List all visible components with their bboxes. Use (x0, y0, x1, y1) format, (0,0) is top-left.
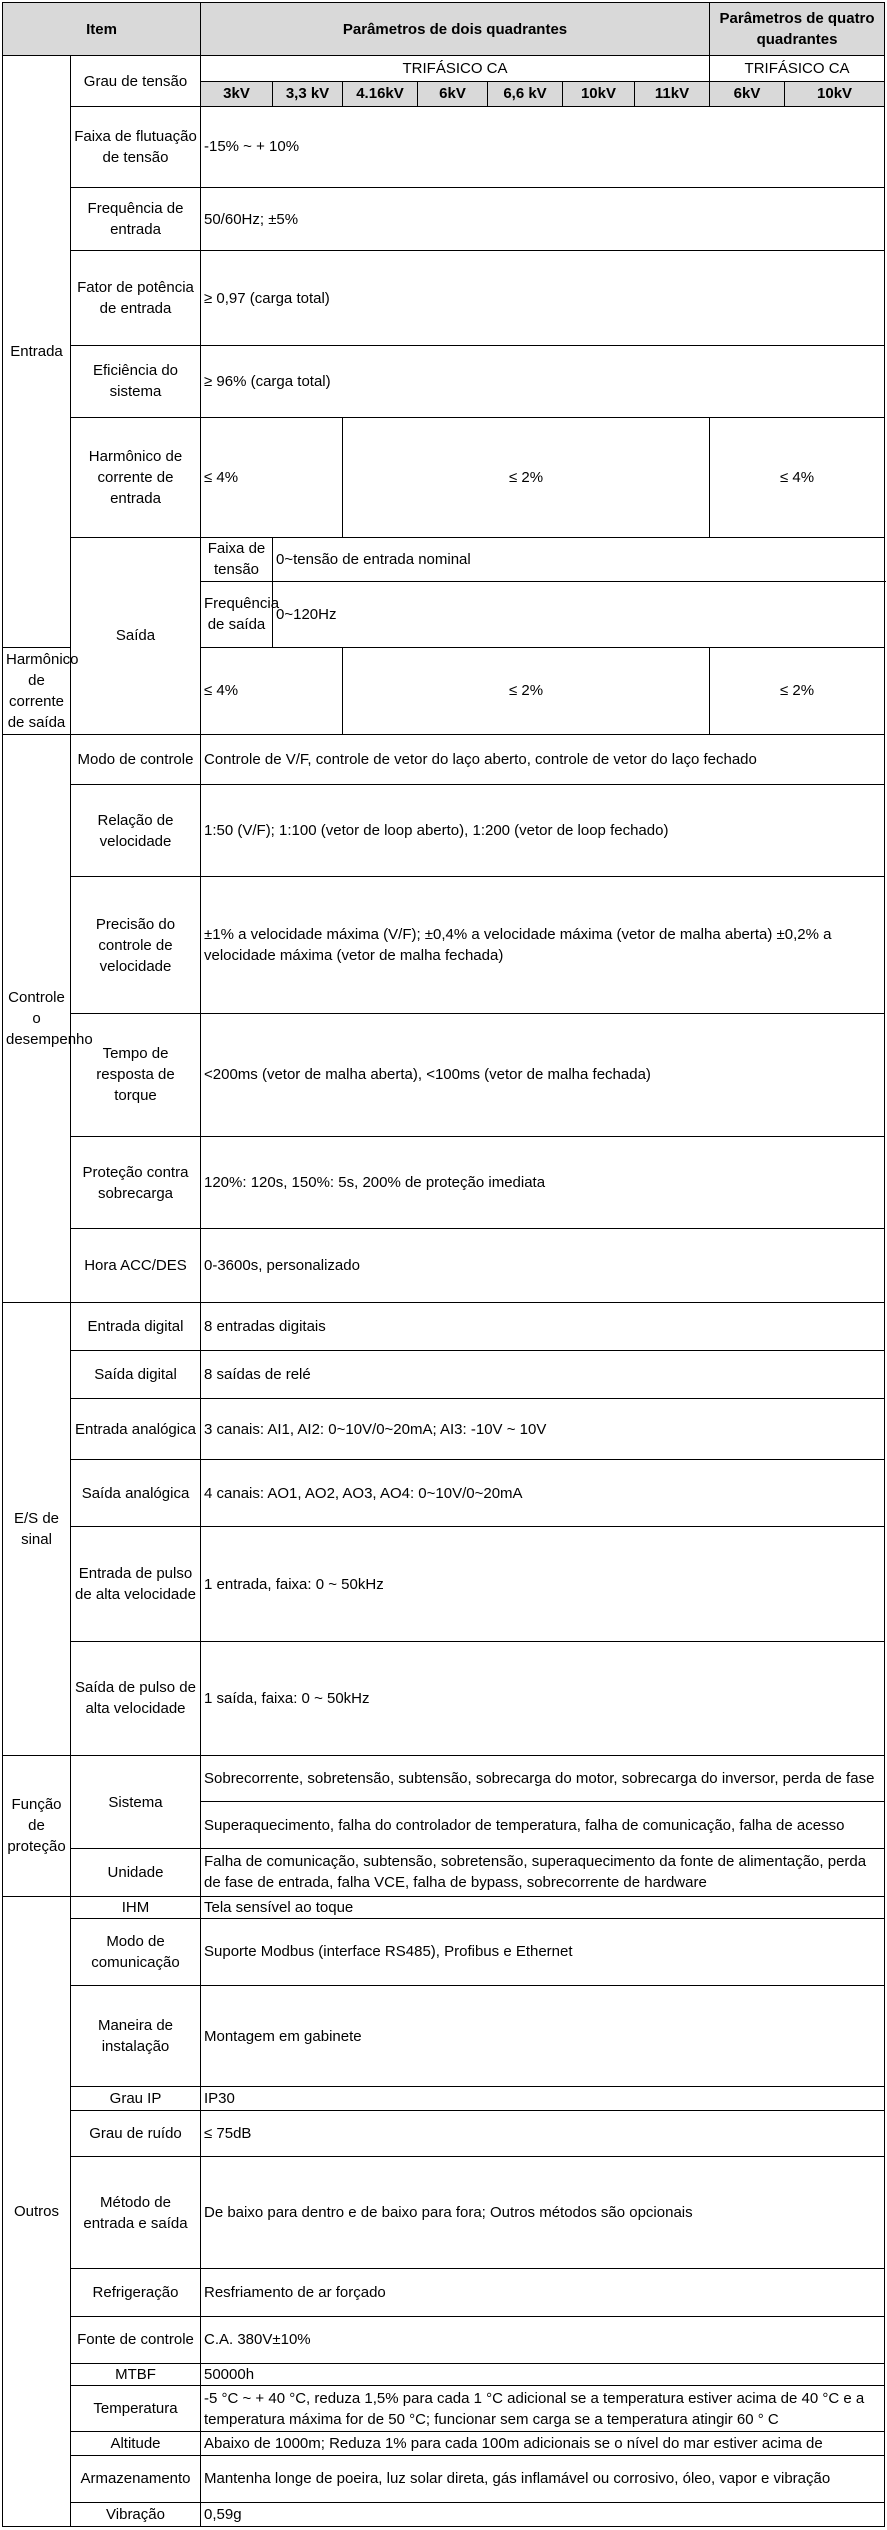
harmonic-value: ≤ 4% (201, 417, 343, 537)
category-controle: Controle o desempenho (3, 734, 71, 1303)
table-row (3, 1896, 885, 1919)
row-label: Hora ACC/DES (71, 1229, 201, 1303)
category-saida: Saída (71, 537, 201, 734)
row-value: ≥ 0,97 (carga total) (201, 251, 885, 345)
header-two-quadrant: Parâmetros de dois quadrantes (201, 3, 710, 56)
row-value: Montagem em gabinete (201, 1985, 885, 2087)
row-value: ≤ 75dB (201, 2111, 885, 2157)
row-label: Entrada analógica (71, 1398, 201, 1460)
table-row (3, 734, 885, 784)
row-label: Harmônico de corrente de entrada (71, 417, 201, 537)
row-label: Sistema (71, 1755, 201, 1848)
table-row (3, 2269, 885, 2317)
table-row (3, 1350, 885, 1398)
row-label: MTBF (71, 2363, 201, 2386)
table-row (3, 2157, 885, 2269)
row-label: Entrada de pulso de alta velocidade (71, 1527, 201, 1642)
harmonic-value: ≤ 2% (343, 647, 710, 734)
row-value: 50/60Hz; ±5% (201, 187, 885, 251)
table-row (3, 877, 885, 1014)
table-row (3, 1527, 885, 1642)
row-label: Fonte de controle (71, 2317, 201, 2363)
table-row (3, 106, 885, 187)
row-label: Frequência de entrada (71, 187, 201, 251)
row-value: Controle de V/F, controle de vetor do laço aberto, controle de vetor do laço fechado (201, 734, 885, 784)
row-label: Temperatura (71, 2386, 201, 2432)
table-row (3, 2363, 885, 2386)
row-value: Suporte Modbus (interface RS485), Profibus e Ethernet (201, 1919, 885, 1986)
row-label: Altitude (71, 2432, 201, 2456)
row-value: 1:50 (V/F); 1:100 (vetor de loop aberto), 1:200 (vetor de loop fechado) (201, 785, 885, 877)
row-value: 1 entrada, faixa: 0 ~ 50kHz (201, 1527, 885, 1642)
table-row (3, 1013, 885, 1136)
header-row (3, 3, 885, 56)
row-value: De baixo para dentro e de baixo para fora; Outros métodos são opcionais (201, 2157, 885, 2269)
voltage-level: 3,3 kV (273, 82, 343, 107)
row-value: Sobrecorrente, sobretensão, subtensão, sobrecarga do motor, sobrecarga do inversor, perda de fase (201, 1755, 885, 1801)
voltage-level: 11kV (635, 82, 710, 107)
row-value: 0~tensão de entrada nominal (273, 537, 885, 581)
row-label: Vibração (71, 2503, 201, 2527)
table-row (3, 1849, 885, 1896)
category-protecao: Função de proteção (3, 1755, 71, 1896)
row-label: Entrada digital (71, 1303, 201, 1350)
voltage-level: 6,6 kV (488, 82, 563, 107)
table-row (3, 417, 885, 537)
row-label: Saída analógica (71, 1460, 201, 1527)
voltage-level: 6kV (418, 82, 488, 107)
voltage-label: Grau de tensão (71, 56, 201, 106)
category-entrada: Entrada (3, 56, 71, 647)
row-label: Refrigeração (71, 2269, 201, 2317)
table-row (3, 2432, 885, 2456)
row-value: Abaixo de 1000m; Reduza 1% para cada 100m adicionais se o nível do mar estiver acima de (201, 2432, 885, 2456)
row-label: Modo de comunicação (71, 1919, 201, 1986)
phase-two: TRIFÁSICO CA (201, 56, 710, 82)
table-row (3, 2087, 885, 2111)
category-es-sinal: E/S de sinal (3, 1303, 71, 1756)
table-row (3, 2455, 885, 2502)
row-value: C.A. 380V±10% (201, 2317, 885, 2363)
row-label: Precisão do controle de velocidade (71, 877, 201, 1014)
spec-table (2, 2, 885, 2527)
row-value: 120%: 120s, 150%: 5s, 200% de proteção imediata (201, 1137, 885, 1229)
table-row (3, 1137, 885, 1229)
voltage-row (3, 56, 885, 82)
row-label: Proteção contra sobrecarga (71, 1137, 201, 1229)
row-value: 3 canais: AI1, AI2: 0~10V/0~20mA; AI3: -10V ~ 10V (201, 1398, 885, 1460)
table-row (3, 537, 885, 581)
table-row (3, 2503, 885, 2527)
row-label: Método de entrada e saída (71, 2157, 201, 2269)
row-value: 50000h (201, 2363, 885, 2386)
row-value: ±1% a velocidade máxima (V/F); ±0,4% a velocidade máxima (vetor de malha aberta) ±0,2% a velocidade máxima (vetor de malha fechada) (201, 877, 885, 1014)
row-label: Unidade (71, 1849, 201, 1896)
row-value: Resfriamento de ar forçado (201, 2269, 885, 2317)
table-row (3, 187, 885, 251)
row-value: Tela sensível ao toque (201, 1896, 885, 1919)
voltage-level: 3kV (201, 82, 273, 107)
row-label: Fator de potência de entrada (71, 251, 201, 345)
row-value: ≥ 96% (carga total) (201, 345, 885, 417)
row-label: Relação de velocidade (71, 785, 201, 877)
row-value: Superaquecimento, falha do controlador de temperatura, falha de comunicação, falha de acesso (201, 1802, 885, 1849)
harmonic-value: ≤ 4% (201, 647, 343, 734)
harmonic-value: ≤ 4% (710, 417, 885, 537)
voltage-level: 10kV (563, 82, 635, 107)
row-label: Saída digital (71, 1350, 201, 1398)
row-label: IHM (71, 1896, 201, 1919)
row-label: Faixa de flutuação de tensão (71, 106, 201, 187)
table-row (3, 1229, 885, 1303)
table-row (3, 2386, 885, 2432)
harmonic-value: ≤ 2% (343, 417, 710, 537)
row-value: 0-3600s, personalizado (201, 1229, 885, 1303)
category-outros: Outros (3, 1896, 71, 2526)
row-label: Armazenamento (71, 2455, 201, 2502)
row-value: -15% ~ + 10% (201, 106, 885, 187)
table-row (3, 785, 885, 877)
row-value: 1 saída, faixa: 0 ~ 50kHz (201, 1642, 885, 1756)
row-label: Modo de controle (71, 734, 201, 784)
table-row (3, 1398, 885, 1460)
row-label: Grau de ruído (71, 2111, 201, 2157)
harmonic-value: ≤ 2% (710, 647, 885, 734)
table-row (3, 2111, 885, 2157)
voltage-level: 4.16kV (343, 82, 418, 107)
row-label: Maneira de instalação (71, 1985, 201, 2087)
voltage-level: 10kV (785, 82, 885, 107)
header-four-quadrant: Parâmetros de quatro quadrantes (710, 3, 885, 56)
row-label: Harmônico de corrente de saída (3, 647, 71, 734)
table-row (3, 1755, 885, 1801)
row-value: Mantenha longe de poeira, luz solar direta, gás inflamável ou corrosivo, óleo, vapor e vibração (201, 2455, 885, 2502)
table-row (3, 1303, 885, 1350)
header-item: Item (3, 3, 201, 56)
row-label: Eficiência do sistema (71, 345, 201, 417)
row-value: 0,59g (201, 2503, 885, 2527)
table-row (3, 1985, 885, 2087)
row-label: Faixa de tensão (201, 537, 273, 581)
table-row (3, 345, 885, 417)
row-value: 8 entradas digitais (201, 1303, 885, 1350)
row-value: Falha de comunicação, subtensão, sobretensão, superaquecimento da fonte de alimentação, perda de fase de entrada, falha VCE, falha de bypass, sobrecorrente de hardware (201, 1849, 885, 1896)
table-row (3, 251, 885, 345)
row-value: <200ms (vetor de malha aberta), <100ms (vetor de malha fechada) (201, 1013, 885, 1136)
row-value: IP30 (201, 2087, 885, 2111)
row-label: Tempo de resposta de torque (71, 1013, 201, 1136)
table-row (3, 2317, 885, 2363)
row-value: 8 saídas de relé (201, 1350, 885, 1398)
table-row (3, 1919, 885, 1986)
voltage-level: 6kV (710, 82, 785, 107)
row-value: -5 °C ~ + 40 °C, reduza 1,5% para cada 1 °C adicional se a temperatura estiver acima de 40 °C e a temperatura máxima for de 50 °C; funcionar sem carga se a temperatura atingir 60 ° C (201, 2386, 885, 2432)
row-label: Grau IP (71, 2087, 201, 2111)
row-value: 0~120Hz (273, 581, 885, 647)
row-label: Saída de pulso de alta velocidade (71, 1642, 201, 1756)
row-value: 4 canais: AO1, AO2, AO3, AO4: 0~10V/0~20mA (201, 1460, 885, 1527)
row-label: Frequência de saída (201, 581, 273, 647)
table-row (3, 1460, 885, 1527)
phase-four: TRIFÁSICO CA (710, 56, 885, 82)
table-row (3, 1642, 885, 1756)
